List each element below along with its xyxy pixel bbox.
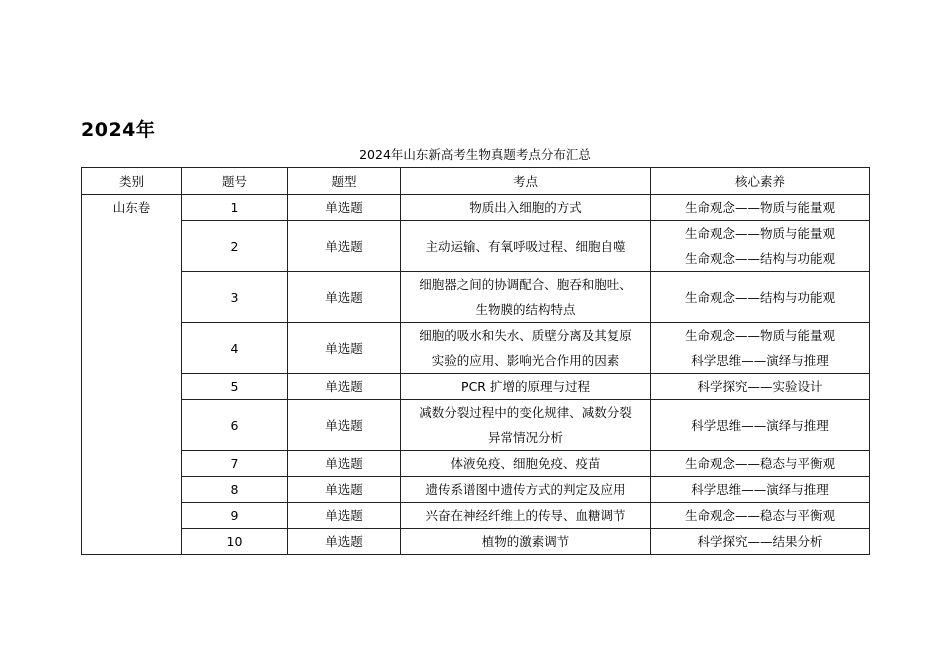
core-literacy-cell [651, 477, 870, 503]
core-literacy-cell [651, 221, 870, 272]
core-literacy-line: 科学探究——结果分析 [697, 534, 823, 549]
year-heading: 2024年 [81, 119, 156, 141]
exam-point-line: 细胞的吸水和失水、质壁分离及其复原 [419, 328, 632, 343]
exam-point-line: 物质出入细胞的方式 [469, 200, 582, 215]
question-type-cell: 单选题 [288, 400, 401, 451]
core-literacy-cell [651, 451, 870, 477]
core-literacy-cell [651, 272, 870, 323]
question-number-cell: 9 [182, 503, 288, 529]
question-type-cell: 单选题 [288, 477, 401, 503]
core-literacy-cell [651, 323, 870, 374]
question-type-cell: 单选题 [288, 323, 401, 374]
question-type-cell: 单选题 [288, 272, 401, 323]
question-type-cell: 单选题 [288, 451, 401, 477]
question-number-cell: 5 [182, 374, 288, 400]
core-literacy-line: 生命观念——结构与功能观 [684, 289, 835, 305]
question-number-cell: 1 [182, 195, 288, 221]
core-literacy-line: 生命观念——稳态与平衡观 [684, 508, 835, 523]
core-literacy-line: 生命观念——物质与能量观 [684, 226, 835, 241]
question-number-cell: 4 [182, 323, 288, 374]
question-type-cell: 单选题 [288, 195, 401, 221]
table-row [82, 272, 870, 323]
exam-points-cell [401, 451, 651, 477]
exam-points-cell [401, 400, 651, 451]
table-row [82, 529, 870, 555]
exam-point-line: 减数分裂过程中的变化规律、减数分裂 [419, 405, 632, 420]
table-row [82, 451, 870, 477]
exam-point-line: 生物膜的结构特点 [475, 302, 576, 317]
exam-point-line: 细胞器之间的协调配合、胞吞和胞吐、 [419, 277, 632, 292]
exam-point-line: 体液免疫、细胞免疫、疫苗 [450, 456, 601, 471]
exam-point-line: 实验的应用、影响光合作用的因素 [431, 353, 620, 368]
exam-points-cell [401, 195, 651, 221]
exam-points-cell [401, 503, 651, 529]
exam-points-cell [401, 529, 651, 555]
question-number-cell: 7 [182, 451, 288, 477]
header-question-number: 题号 [182, 168, 288, 195]
table-row [82, 195, 870, 221]
core-literacy-cell [651, 195, 870, 221]
table-caption: 2024年山东新高考生物真题考点分布汇总 [359, 147, 591, 162]
exam-point-line: 兴奋在神经纤维上的传导、血糖调节 [425, 508, 626, 523]
header-question-type: 题型 [288, 168, 401, 195]
exam-points-cell [401, 374, 651, 400]
question-type-cell: 单选题 [288, 503, 401, 529]
core-literacy-line: 生命观念——稳态与平衡观 [684, 456, 835, 471]
table-row [82, 400, 870, 451]
header-exam-points: 考点 [401, 168, 651, 195]
exam-point-line: 植物的激素调节 [481, 534, 570, 549]
exam-point-line: PCR 扩增的原理与过程 [461, 379, 590, 394]
question-number-cell: 3 [182, 272, 288, 323]
question-number-cell: 10 [182, 529, 288, 555]
question-type-cell: 单选题 [288, 221, 401, 272]
table-row [82, 477, 870, 503]
question-number-cell: 2 [182, 221, 288, 272]
table-header-row [82, 168, 870, 195]
exam-points-cell [401, 323, 651, 374]
question-type-cell: 单选题 [288, 374, 401, 400]
table-row [82, 221, 870, 272]
exam-points-cell [401, 477, 651, 503]
core-literacy-cell [651, 400, 870, 451]
core-literacy-line: 科学思维——演绎与推理 [691, 417, 829, 433]
exam-point-line: 主动运输、有氧呼吸过程、细胞自噬 [425, 238, 626, 254]
question-number-cell: 8 [182, 477, 288, 503]
question-type-cell: 单选题 [288, 529, 401, 555]
header-core-literacy: 核心素养 [651, 168, 870, 195]
table-row [82, 374, 870, 400]
core-literacy-cell [651, 503, 870, 529]
core-literacy-line: 生命观念——结构与功能观 [684, 251, 835, 266]
table-row [82, 323, 870, 374]
exam-point-line: 异常情况分析 [487, 430, 563, 445]
core-literacy-line: 生命观念——物质与能量观 [684, 328, 835, 343]
core-literacy-cell [651, 529, 870, 555]
exam-points-table [81, 167, 870, 555]
core-literacy-line: 科学探究——实验设计 [697, 379, 823, 394]
core-literacy-line: 科学思维——演绎与推理 [691, 482, 829, 497]
core-literacy-cell [651, 374, 870, 400]
core-literacy-line: 生命观念——物质与能量观 [684, 200, 835, 215]
exam-points-cell [401, 272, 651, 323]
table-row [82, 503, 870, 529]
exam-point-line: 遗传系谱图中遗传方式的判定及应用 [425, 482, 626, 497]
category-cell: 山东卷 [82, 195, 182, 555]
core-literacy-line: 科学思维——演绎与推理 [691, 353, 829, 368]
header-category: 类别 [82, 168, 182, 195]
question-number-cell: 6 [182, 400, 288, 451]
exam-points-cell [401, 221, 651, 272]
